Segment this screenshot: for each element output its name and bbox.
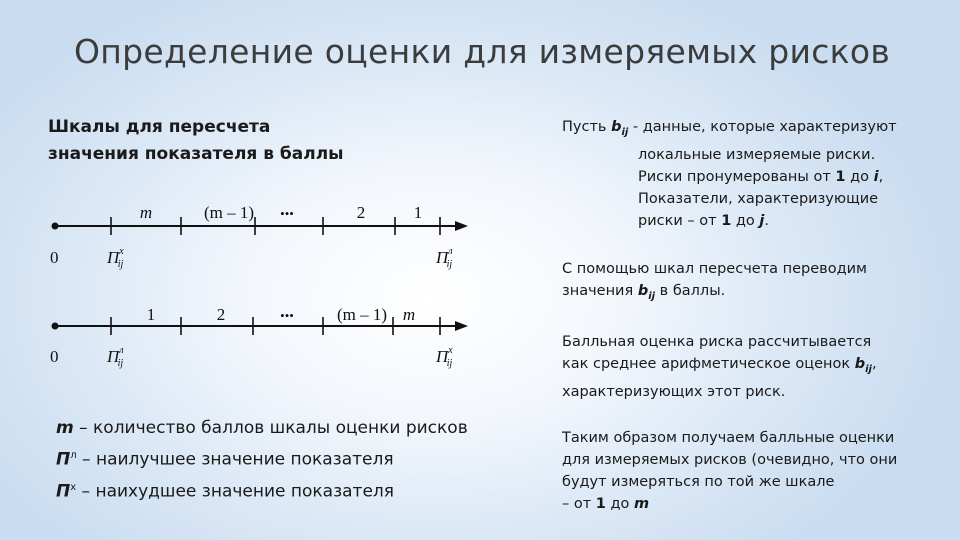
scale-1-label: (m – 1) (203, 203, 255, 222)
subheading-line-1: Шкалы для пересчета (48, 117, 271, 137)
scale-1 (50, 203, 468, 270)
p2-line-2: значения $b_{ij}$ в баллы. (562, 283, 726, 302)
p2-line-1: С помощью шкал пересчета переводим (562, 261, 867, 277)
legend-item-m: m – количество баллов шкалы оценки рисков (56, 418, 468, 438)
p4-line-2: для измеряемых рисков (очевидно, что они (562, 452, 898, 468)
scale-1-arrow (455, 221, 468, 231)
scale-1-best-symbol: $П^л$ ij (436, 246, 453, 270)
legend-item-best: $П^л$ – наилучшее значение показателя (56, 449, 394, 470)
conversion-scales-diagram (0, 190, 480, 380)
p1-line-3: Риски пронумерованы от 1 до i, (638, 168, 884, 185)
scale-2-best-symbol: $П^л$ ij (107, 345, 124, 369)
slide-title: Определение оценки для измеряемых рисков (74, 32, 891, 71)
scale-2 (50, 305, 468, 369)
scale-2-origin-dot (52, 323, 59, 330)
paragraph-conclusion (562, 427, 897, 515)
scale-2-worst-symbol: $П^x$ ij (436, 345, 453, 369)
scale-1-ellipsis: ••• (280, 206, 294, 221)
scale-2-label: 2 (216, 305, 226, 324)
paragraph-definitions (562, 116, 897, 232)
legend-item-worst: $П^х$ – наихудшее значение показателя (56, 481, 395, 502)
p4-line-3: будут измеряться по той же шкале (562, 474, 835, 490)
paragraph-conversion (562, 258, 867, 308)
scales-subheading (48, 114, 344, 168)
scale-2-label: m (402, 305, 416, 324)
p1-line-2: локальные измеряемые риски. (638, 146, 876, 163)
subheading-line-2: значения показателя в баллы (48, 144, 344, 164)
scale-2-ellipsis: ••• (280, 308, 294, 323)
p3-line-3: характеризующих этот риск. (562, 383, 786, 400)
p4-line-4: – от 1 до m (562, 496, 650, 512)
p3-line-1: Балльная оценка риска рассчитывается (562, 334, 872, 350)
p1-line-5: риски – от 1 до j. (638, 212, 769, 229)
scale-2-label: (m – 1) (336, 305, 388, 324)
p4-line-1: Таким образом получаем балльные оценки (562, 430, 895, 446)
scale-1-worst-symbol: $П^x$ ij (107, 246, 124, 270)
scale-1-zero: 0 (50, 248, 59, 267)
p3-line-2: как среднее арифметическое оценок $b_{ij}$, (562, 356, 877, 375)
p1-line-1: Пусть $b_{ij}$ - данные, которые характеризуют (562, 119, 897, 138)
scale-1-label: m (139, 203, 153, 222)
p1-line-4: Показатели, характеризующие (638, 190, 879, 207)
scale-2-label: 1 (146, 305, 156, 324)
legend (56, 414, 468, 505)
scale-1-label: 2 (356, 203, 366, 222)
scale-2-zero: 0 (50, 347, 59, 366)
scale-1-label: 1 (413, 203, 423, 222)
scale-1-origin-dot (52, 223, 59, 230)
paragraph-averaging (562, 331, 877, 403)
scale-2-arrow (455, 321, 468, 331)
